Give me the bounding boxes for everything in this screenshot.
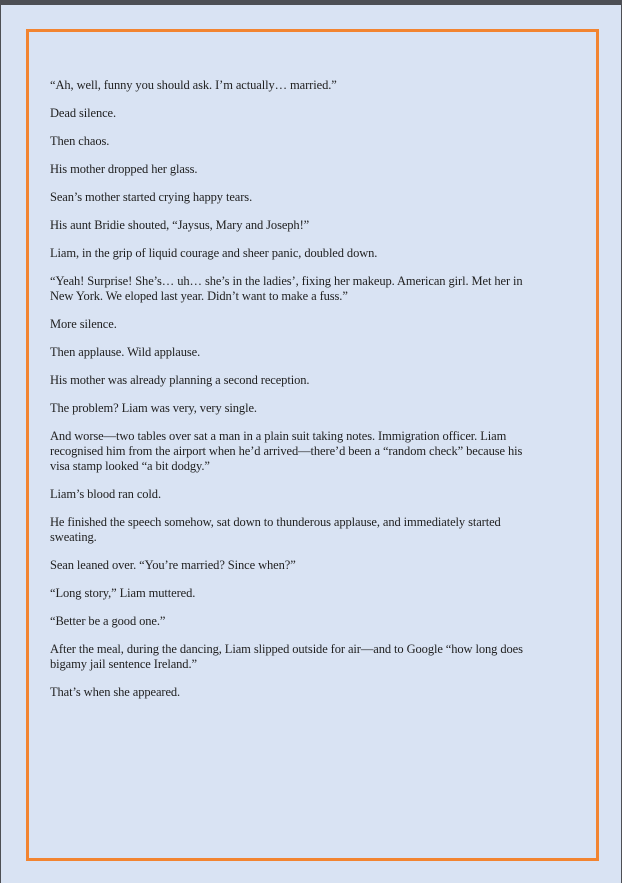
paragraph: And worse—two tables over sat a man in a plain suit taking notes. Immigration officer. Liam recognised him from the airport when he’d arrived—there’d been a “random check” because his visa stamp looked “a bit dodgy.” [50,429,523,473]
paragraph: “Long story,” Liam muttered. [50,586,196,600]
paragraph: “Better be a good one.” [50,614,166,628]
document-page [1,5,621,883]
paragraph: Liam’s blood ran cold. [50,487,161,501]
paragraph: “Yeah! Surprise! She’s… uh… she’s in the ladies’, fixing her makeup. American girl. Met her in New York. We eloped last year. Didn’t want to make a fuss.” [50,274,523,303]
paragraph: More silence. [50,317,117,331]
paragraph: Sean’s mother started crying happy tears. [50,190,253,204]
paragraph: Dead silence. [50,106,117,120]
paragraph: Then chaos. [50,134,110,148]
story-text [50,78,538,713]
paragraph: His mother was already planning a second reception. [50,373,310,387]
paragraph: After the meal, during the dancing, Liam slipped outside for air—and to Google “how long does bigamy jail sentence Ireland.” [50,642,523,671]
paragraph: Then applause. Wild applause. [50,345,201,359]
paragraph: Liam, in the grip of liquid courage and sheer panic, doubled down. [50,246,378,260]
paragraph: That’s when she appeared. [50,685,181,699]
paragraph: His aunt Bridie shouted, “Jaysus, Mary and Joseph!” [50,218,310,232]
paragraph: The problem? Liam was very, very single. [50,401,257,415]
paragraph: His mother dropped her glass. [50,162,198,176]
paragraph: Sean leaned over. “You’re married? Since when?” [50,558,296,572]
paragraph: He finished the speech somehow, sat down to thunderous applause, and immediately started sweating. [50,515,501,544]
paragraph: “Ah, well, funny you should ask. I’m actually… married.” [50,78,337,92]
